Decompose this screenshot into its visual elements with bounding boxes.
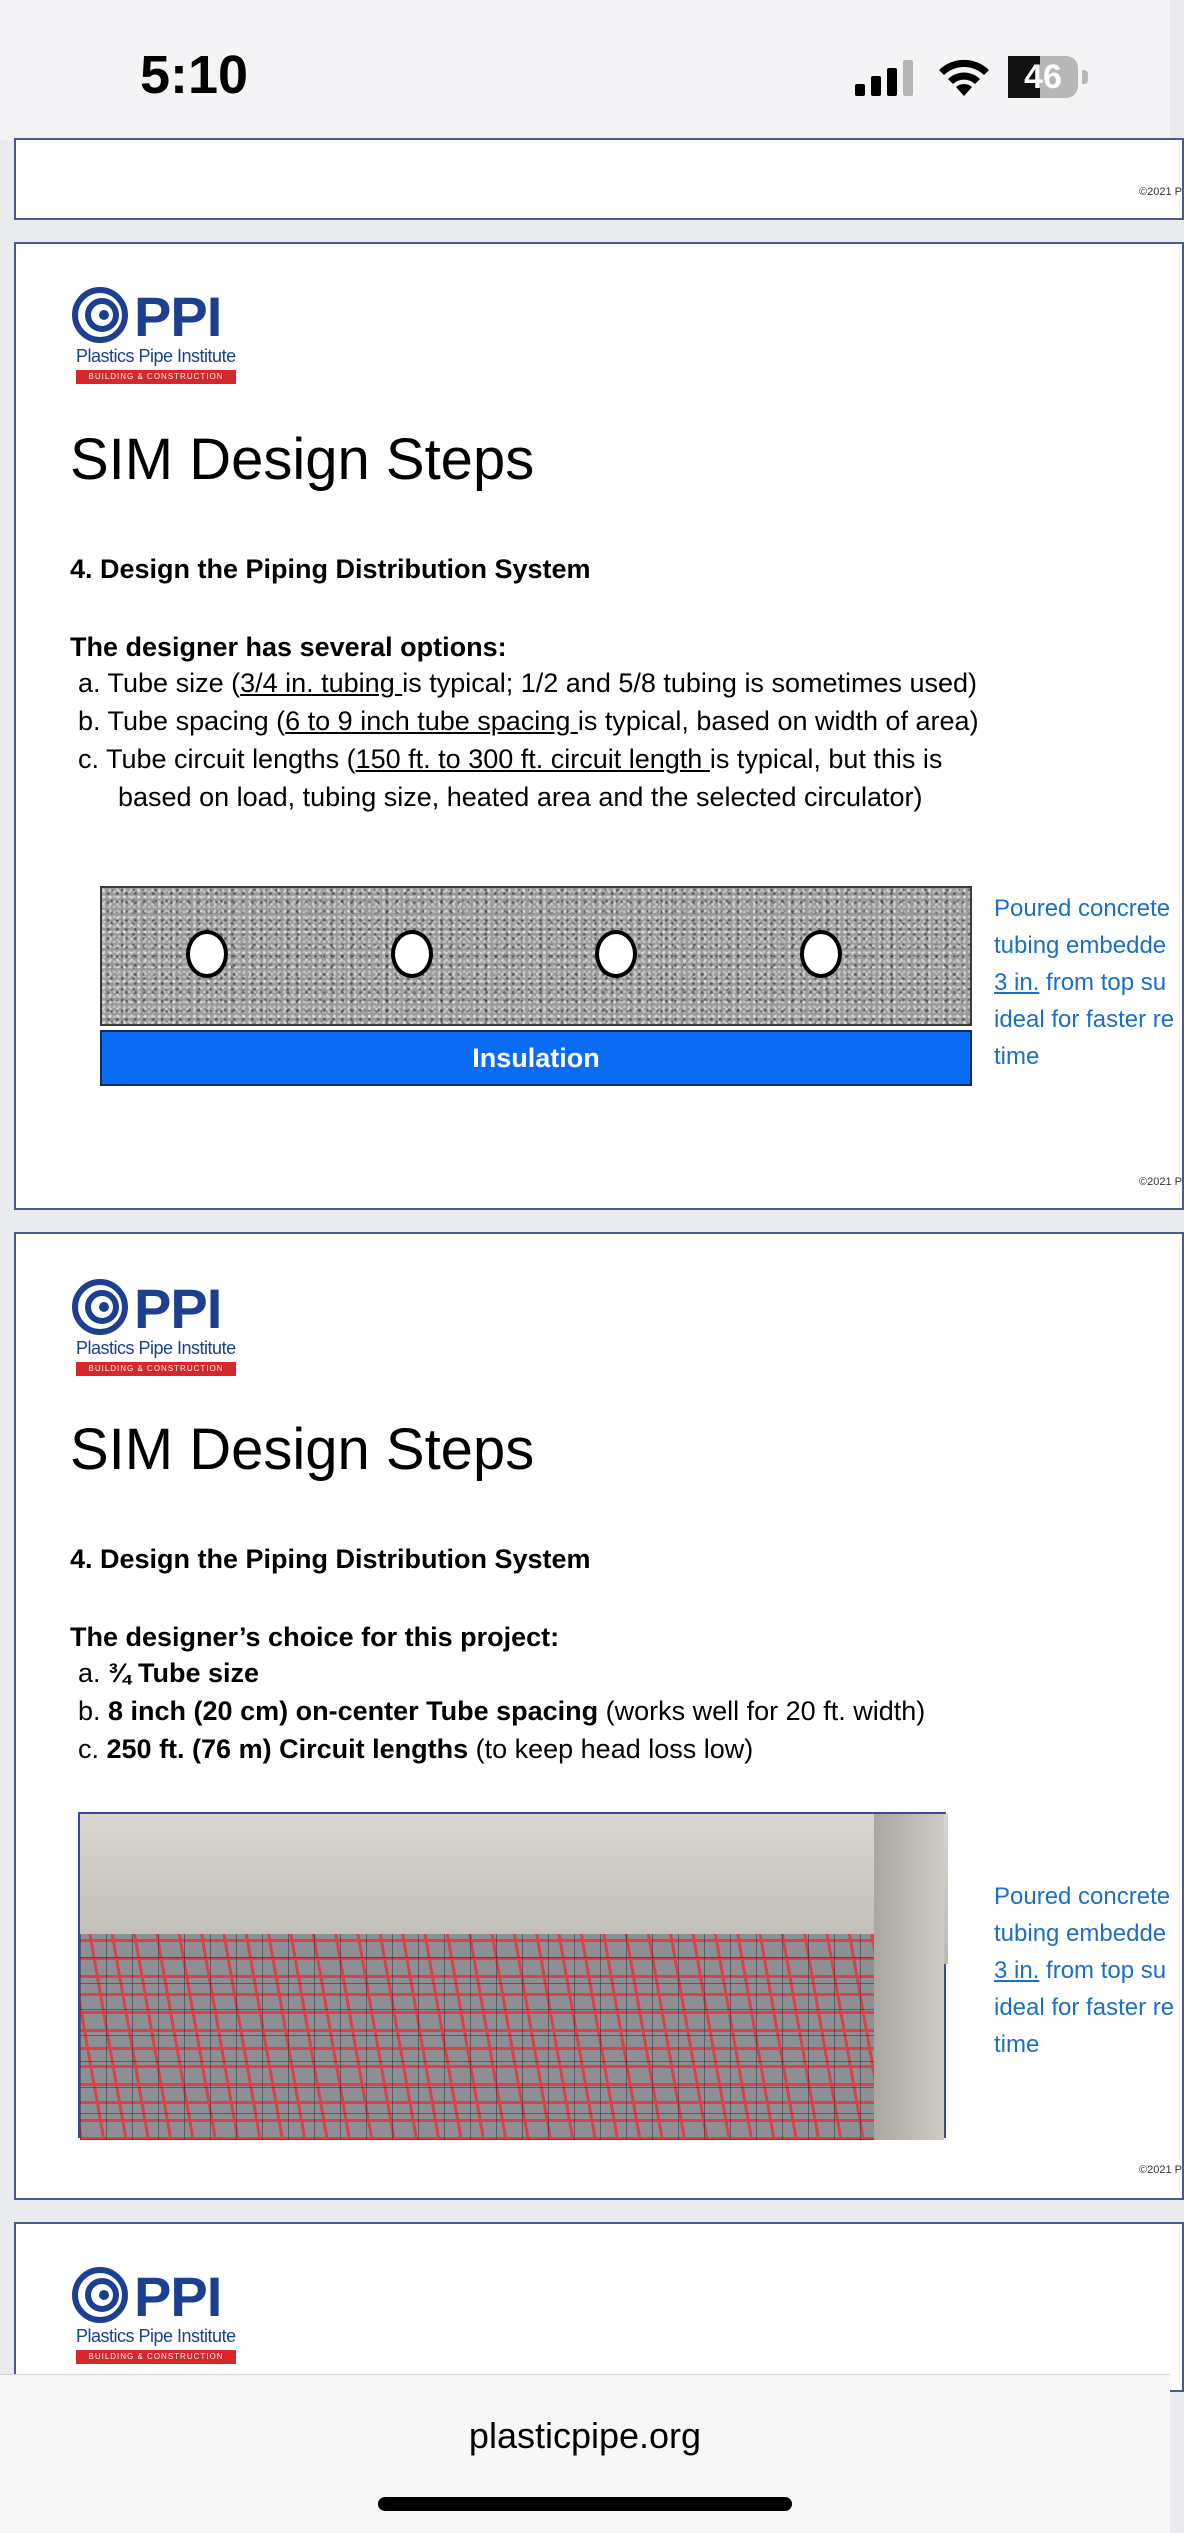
copyright: ©2021 P (1139, 186, 1182, 198)
home-indicator[interactable] (378, 2497, 792, 2511)
ppi-logo-icon (72, 1278, 132, 1336)
wifi-icon (935, 56, 993, 98)
address-bar[interactable]: plasticpipe.org (468, 2415, 702, 2456)
logo-division: BUILDING & CONSTRUCTION (76, 2350, 236, 2364)
battery-icon (1008, 56, 1088, 98)
slide-title: SIM Design Steps (70, 427, 535, 492)
logo-text: PPI (134, 2265, 222, 2328)
logo-text: PPI (134, 1277, 222, 1340)
cellular-signal-icon (855, 60, 915, 96)
slab-note: Poured concrete tubing embedde 3 in. from top su ideal for faster re time (994, 895, 1175, 1070)
concrete-slab-diagram (100, 886, 972, 1026)
ppi-logo (72, 1278, 242, 1388)
copyright: ©2021 P (1139, 2164, 1182, 2176)
logo-division: BUILDING & CONSTRUCTION (76, 370, 236, 384)
slide-previous (14, 138, 1184, 220)
logo-division: BUILDING & CONSTRUCTION (76, 1362, 236, 1376)
choice-heading: The designer’s choice for this project: (70, 1622, 560, 1652)
tube-circle (186, 930, 228, 978)
ppi-logo-icon (72, 286, 132, 344)
tube-circle (595, 930, 637, 978)
logo-institute: Plastics Pipe Institute (76, 346, 236, 366)
slide-next (14, 2222, 1184, 2392)
status-time: 5:10 (140, 45, 249, 105)
status-bar (0, 0, 1170, 140)
choice-circuit-length: c. 250 ft. (76 m) Circuit lengths (to keep head loss low) (78, 1734, 754, 1764)
slide-design-choice (14, 1232, 1184, 2200)
logo-text: PPI (134, 285, 222, 348)
slab-note: Poured concrete tubing embedde 3 in. from top su ideal for faster re time (994, 1883, 1175, 2058)
tube-circle (391, 930, 433, 978)
option-circuit-length: c. Tube circuit lengths (150 ft. to 300 ft. circuit length is typical, but this is based on load, tubing size, heated area and the selected circulator) (78, 744, 943, 812)
tube-circle (800, 930, 842, 978)
copyright: ©2021 P (1139, 1176, 1182, 1188)
insulation-layer: Insulation (100, 1030, 972, 1086)
option-tube-size: a. Tube size (3/4 in. tubing is typical; 1/2 and 5/8 tubing is sometimes used) (78, 668, 978, 698)
browser-bottom-bar (0, 2374, 1170, 2533)
logo-institute: Plastics Pipe Institute (76, 1338, 236, 1358)
logo-institute: Plastics Pipe Institute (76, 2326, 236, 2346)
ppi-logo-icon (72, 2266, 132, 2324)
slide-title: SIM Design Steps (70, 1417, 535, 1482)
choice-tube-spacing: b. 8 inch (20 cm) on-center Tube spacing (works well for 20 ft. width) (78, 1696, 926, 1726)
ppi-logo (72, 2266, 242, 2376)
battery-level: 46 (1024, 58, 1062, 96)
slide-subtitle: 4. Design the Piping Distribution System (70, 1544, 591, 1574)
ppi-logo (72, 286, 242, 396)
choice-tube-size: a. ¾ Tube size (78, 1658, 260, 1688)
option-tube-spacing: b. Tube spacing (6 to 9 inch tube spacing is typical, based on width of area) (78, 706, 979, 736)
options-heading: The designer has several options: (70, 632, 507, 662)
slide-design-options (14, 242, 1184, 1210)
tubing-installation-photo (78, 1812, 946, 2138)
slide-subtitle: 4. Design the Piping Distribution System (70, 554, 591, 584)
